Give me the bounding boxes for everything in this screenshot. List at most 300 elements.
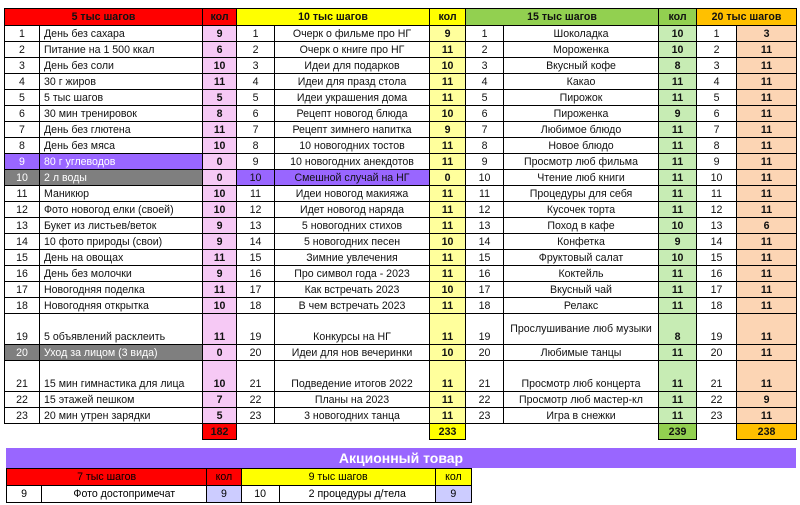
row-number: 13 xyxy=(237,218,275,234)
row-number: 1 xyxy=(237,26,275,42)
header-kol: кол xyxy=(659,9,697,26)
count-15k: 11 xyxy=(659,138,697,154)
row-number: 12 xyxy=(697,202,737,218)
table-row xyxy=(5,392,797,408)
task-10k: Конкурсы на НГ xyxy=(275,314,430,345)
promo-item: Фото достопримечат xyxy=(42,486,207,503)
row-number: 14 xyxy=(237,234,275,250)
row-number: 3 xyxy=(5,58,40,74)
row-number: 13 xyxy=(5,218,40,234)
count-20k: 11 xyxy=(737,361,797,392)
task-5k: 30 мин тренировок xyxy=(40,106,203,122)
count-20k: 11 xyxy=(737,282,797,298)
total-20k: 238 xyxy=(737,424,797,440)
row-number: 15 xyxy=(697,250,737,266)
row-number: 5 xyxy=(697,90,737,106)
row-number: 20 xyxy=(5,345,40,361)
totals-row xyxy=(5,424,797,440)
row-number: 11 xyxy=(697,186,737,202)
row-number: 5 xyxy=(5,90,40,106)
row-number: 8 xyxy=(466,138,504,154)
row-number: 21 xyxy=(466,361,504,392)
count-5k: 9 xyxy=(203,234,237,250)
task-15k: Любимое блюдо xyxy=(504,122,659,138)
table-row xyxy=(5,250,797,266)
task-10k: Идеи новогод макияжа xyxy=(275,186,430,202)
task-10k: Идеи для празд стола xyxy=(275,74,430,90)
row-number: 17 xyxy=(697,282,737,298)
task-5k: Букет из листьев/веток xyxy=(40,218,203,234)
count-10k: 10 xyxy=(430,234,466,250)
row-number: 18 xyxy=(466,298,504,314)
table-row xyxy=(5,345,797,361)
row-number: 7 xyxy=(697,122,737,138)
task-5k: 30 г жиров xyxy=(40,74,203,90)
table-row xyxy=(5,74,797,90)
row-number: 1 xyxy=(466,26,504,42)
row-number: 23 xyxy=(697,408,737,424)
task-10k: 10 новогодних тостов xyxy=(275,138,430,154)
count-20k: 11 xyxy=(737,106,797,122)
row-number: 15 xyxy=(237,250,275,266)
empty-cell xyxy=(5,424,40,440)
table-row xyxy=(5,90,797,106)
count-5k: 0 xyxy=(203,170,237,186)
row-number: 7 xyxy=(237,122,275,138)
count-10k: 11 xyxy=(430,202,466,218)
row-number: 14 xyxy=(697,234,737,250)
row-number: 2 xyxy=(5,42,40,58)
count-5k: 9 xyxy=(203,26,237,42)
row-number: 11 xyxy=(237,186,275,202)
count-15k: 11 xyxy=(659,202,697,218)
row-number: 3 xyxy=(466,58,504,74)
task-15k: Мороженка xyxy=(504,42,659,58)
table-row xyxy=(5,218,797,234)
row-number: 4 xyxy=(466,74,504,90)
empty-cell xyxy=(40,424,203,440)
task-5k: 5 объявлений расклеить xyxy=(40,314,203,345)
row-number: 2 xyxy=(697,42,737,58)
task-5k: Уход за лицом (3 вида) xyxy=(40,345,203,361)
row-number: 21 xyxy=(697,361,737,392)
count-20k: 9 xyxy=(737,392,797,408)
header-10k: 10 тыс шагов xyxy=(237,9,430,26)
count-20k: 11 xyxy=(737,58,797,74)
task-10k: 5 новогодних стихов xyxy=(275,218,430,234)
row-number: 9 xyxy=(5,154,40,170)
row-number: 11 xyxy=(466,186,504,202)
task-10k: Планы на 2023 xyxy=(275,392,430,408)
count-10k: 11 xyxy=(430,218,466,234)
count-20k: 3 xyxy=(737,26,797,42)
empty-cell xyxy=(504,424,659,440)
count-5k: 5 xyxy=(203,408,237,424)
row-number: 8 xyxy=(5,138,40,154)
task-10k: Очерк о книге про НГ xyxy=(275,42,430,58)
row-number: 18 xyxy=(5,298,40,314)
total-5k: 182 xyxy=(203,424,237,440)
row-number: 15 xyxy=(5,250,40,266)
count-5k: 11 xyxy=(203,314,237,345)
task-10k: 10 новогодних анекдотов xyxy=(275,154,430,170)
promo-header-7k: 7 тыс шагов xyxy=(7,469,207,486)
task-5k: 10 фото природы (свои) xyxy=(40,234,203,250)
count-5k: 10 xyxy=(203,202,237,218)
row-number: 22 xyxy=(466,392,504,408)
table-row xyxy=(5,138,797,154)
count-10k: 11 xyxy=(430,408,466,424)
row-number: 15 xyxy=(466,250,504,266)
row-number: 21 xyxy=(237,361,275,392)
table-row xyxy=(5,361,797,392)
count-5k: 11 xyxy=(203,122,237,138)
count-20k: 11 xyxy=(737,138,797,154)
row-number: 3 xyxy=(237,58,275,74)
count-15k: 11 xyxy=(659,170,697,186)
count-10k: 11 xyxy=(430,154,466,170)
row-number: 9 xyxy=(237,154,275,170)
row-number: 23 xyxy=(466,408,504,424)
row-number: 5 xyxy=(466,90,504,106)
row-number: 14 xyxy=(466,234,504,250)
promo-row xyxy=(7,486,472,503)
promo-num: 9 xyxy=(7,486,42,503)
promo-item: 2 процедуры д/тела xyxy=(279,486,435,503)
row-number: 23 xyxy=(237,408,275,424)
count-15k: 11 xyxy=(659,74,697,90)
table-row xyxy=(5,58,797,74)
count-10k: 11 xyxy=(430,361,466,392)
count-20k: 11 xyxy=(737,122,797,138)
row-number: 22 xyxy=(5,392,40,408)
row-number: 7 xyxy=(5,122,40,138)
header-5k: 5 тыс шагов xyxy=(5,9,203,26)
table-row xyxy=(5,266,797,282)
count-10k: 9 xyxy=(430,26,466,42)
table-row xyxy=(5,106,797,122)
task-5k: 5 тыс шагов xyxy=(40,90,203,106)
count-5k: 11 xyxy=(203,74,237,90)
promo-header-row xyxy=(7,469,472,486)
task-5k: Новогодняя открытка xyxy=(40,298,203,314)
task-10k: Смешной случай на НГ xyxy=(275,170,430,186)
task-10k: Рецепт зимнего напитка xyxy=(275,122,430,138)
count-5k: 5 xyxy=(203,90,237,106)
task-5k: 15 этажей пешком xyxy=(40,392,203,408)
task-15k: Шоколадка xyxy=(504,26,659,42)
row-number: 11 xyxy=(5,186,40,202)
row-number: 20 xyxy=(237,345,275,361)
task-10k: Очерк о фильме про НГ xyxy=(275,26,430,42)
count-20k: 11 xyxy=(737,170,797,186)
promo-header-9k: 9 тыс шагов xyxy=(241,469,435,486)
empty-cell xyxy=(466,424,504,440)
table-row xyxy=(5,234,797,250)
row-number: 8 xyxy=(697,138,737,154)
count-15k: 8 xyxy=(659,58,697,74)
count-5k: 11 xyxy=(203,250,237,266)
task-5k: 2 л воды xyxy=(40,170,203,186)
task-15k: Просмотр люб фильма xyxy=(504,154,659,170)
task-5k: День без молочки xyxy=(40,266,203,282)
steps-table xyxy=(4,8,797,440)
count-20k: 11 xyxy=(737,250,797,266)
row-number: 2 xyxy=(237,42,275,58)
count-20k: 11 xyxy=(737,186,797,202)
count-5k: 10 xyxy=(203,186,237,202)
count-15k: 11 xyxy=(659,392,697,408)
table-row xyxy=(5,282,797,298)
task-15k: Игра в снежки xyxy=(504,408,659,424)
promo-banner: Акционный товар xyxy=(6,448,796,468)
count-20k: 11 xyxy=(737,74,797,90)
task-15k: Любимые танцы xyxy=(504,345,659,361)
count-15k: 11 xyxy=(659,266,697,282)
count-10k: 11 xyxy=(430,392,466,408)
header-kol: кол xyxy=(203,9,237,26)
count-10k: 11 xyxy=(430,266,466,282)
task-5k: День без сахара xyxy=(40,26,203,42)
count-10k: 0 xyxy=(430,170,466,186)
row-number: 9 xyxy=(466,154,504,170)
row-number: 19 xyxy=(466,314,504,345)
count-10k: 10 xyxy=(430,58,466,74)
promo-value: 9 xyxy=(207,486,241,503)
task-15k: Релакс xyxy=(504,298,659,314)
header-kol: кол xyxy=(430,9,466,26)
task-10k: Рецепт новогод блюда xyxy=(275,106,430,122)
table-row xyxy=(5,202,797,218)
task-5k: День без соли xyxy=(40,58,203,74)
task-15k: Просмотр люб концерта xyxy=(504,361,659,392)
row-number: 8 xyxy=(237,138,275,154)
count-5k: 10 xyxy=(203,138,237,154)
count-20k: 11 xyxy=(737,90,797,106)
row-number: 19 xyxy=(5,314,40,345)
count-10k: 9 xyxy=(430,122,466,138)
task-5k: 15 мин гимнастика для лица xyxy=(40,361,203,392)
count-15k: 11 xyxy=(659,361,697,392)
task-5k: День на овощах xyxy=(40,250,203,266)
task-15k: Коктейль xyxy=(504,266,659,282)
task-15k: Кусочек торта xyxy=(504,202,659,218)
table-row xyxy=(5,42,797,58)
row-number: 2 xyxy=(466,42,504,58)
count-15k: 10 xyxy=(659,250,697,266)
row-number: 17 xyxy=(237,282,275,298)
count-10k: 11 xyxy=(430,90,466,106)
row-number: 16 xyxy=(237,266,275,282)
count-10k: 11 xyxy=(430,186,466,202)
count-5k: 9 xyxy=(203,218,237,234)
empty-cell xyxy=(697,424,737,440)
row-number: 23 xyxy=(5,408,40,424)
row-number: 22 xyxy=(237,392,275,408)
row-number: 22 xyxy=(697,392,737,408)
task-10k: В чем встречать 2023 xyxy=(275,298,430,314)
row-number: 10 xyxy=(697,170,737,186)
task-15k: Процедуры для себя xyxy=(504,186,659,202)
row-number: 12 xyxy=(237,202,275,218)
promo-num: 10 xyxy=(241,486,279,503)
count-5k: 7 xyxy=(203,392,237,408)
task-15k: Прослушивание люб музыки xyxy=(504,314,659,345)
count-15k: 11 xyxy=(659,345,697,361)
header-row xyxy=(5,9,797,26)
row-number: 10 xyxy=(5,170,40,186)
task-5k: День без мяса xyxy=(40,138,203,154)
task-5k: День без глютена xyxy=(40,122,203,138)
count-10k: 11 xyxy=(430,74,466,90)
row-number: 12 xyxy=(466,202,504,218)
row-number: 4 xyxy=(697,74,737,90)
count-20k: 11 xyxy=(737,42,797,58)
row-number: 6 xyxy=(466,106,504,122)
row-number: 12 xyxy=(5,202,40,218)
empty-cell xyxy=(237,424,275,440)
count-5k: 0 xyxy=(203,345,237,361)
header-15k: 15 тыс шагов xyxy=(466,9,659,26)
row-number: 5 xyxy=(237,90,275,106)
task-5k: Питание на 1 500 ккал xyxy=(40,42,203,58)
count-20k: 11 xyxy=(737,408,797,424)
task-15k: Вкусный кофе xyxy=(504,58,659,74)
row-number: 17 xyxy=(5,282,40,298)
count-5k: 10 xyxy=(203,361,237,392)
task-5k: Фото новогод елки (своей) xyxy=(40,202,203,218)
row-number: 20 xyxy=(697,345,737,361)
task-15k: Просмотр люб мастер-кл xyxy=(504,392,659,408)
empty-cell xyxy=(275,424,430,440)
count-15k: 8 xyxy=(659,314,697,345)
count-20k: 11 xyxy=(737,202,797,218)
task-15k: Поход в кафе xyxy=(504,218,659,234)
task-15k: Фруктовый салат xyxy=(504,250,659,266)
table-row xyxy=(5,408,797,424)
count-15k: 11 xyxy=(659,122,697,138)
row-number: 16 xyxy=(697,266,737,282)
row-number: 7 xyxy=(466,122,504,138)
task-15k: Пирожок xyxy=(504,90,659,106)
count-15k: 10 xyxy=(659,42,697,58)
row-number: 21 xyxy=(5,361,40,392)
table-row xyxy=(5,154,797,170)
count-10k: 11 xyxy=(430,250,466,266)
count-15k: 10 xyxy=(659,218,697,234)
task-10k: Идет новогод наряда xyxy=(275,202,430,218)
row-number: 6 xyxy=(697,106,737,122)
count-15k: 11 xyxy=(659,408,697,424)
row-number: 20 xyxy=(466,345,504,361)
promo-value: 9 xyxy=(435,486,471,503)
count-5k: 9 xyxy=(203,266,237,282)
count-20k: 11 xyxy=(737,266,797,282)
promo-header-kol: кол xyxy=(207,469,241,486)
task-5k: Маникюр xyxy=(40,186,203,202)
count-10k: 10 xyxy=(430,106,466,122)
row-number: 14 xyxy=(5,234,40,250)
count-10k: 10 xyxy=(430,282,466,298)
count-20k: 11 xyxy=(737,154,797,170)
count-20k: 11 xyxy=(737,345,797,361)
count-15k: 9 xyxy=(659,234,697,250)
row-number: 18 xyxy=(237,298,275,314)
count-15k: 9 xyxy=(659,106,697,122)
task-15k: Вкусный чай xyxy=(504,282,659,298)
table-row xyxy=(5,186,797,202)
count-20k: 11 xyxy=(737,298,797,314)
total-15k: 239 xyxy=(659,424,697,440)
count-20k: 11 xyxy=(737,314,797,345)
task-10k: Про символ года - 2023 xyxy=(275,266,430,282)
table-row xyxy=(5,314,797,345)
task-10k: 3 новогодних танца xyxy=(275,408,430,424)
table-row xyxy=(5,26,797,42)
row-number: 9 xyxy=(697,154,737,170)
row-number: 4 xyxy=(237,74,275,90)
task-15k: Конфетка xyxy=(504,234,659,250)
count-10k: 11 xyxy=(430,138,466,154)
task-5k: 80 г углеводов xyxy=(40,154,203,170)
task-15k: Пироженка xyxy=(504,106,659,122)
promo-table xyxy=(6,468,472,503)
task-15k: Какао xyxy=(504,74,659,90)
count-15k: 11 xyxy=(659,298,697,314)
task-10k: Как встречать 2023 xyxy=(275,282,430,298)
task-10k: Идеи для подарков xyxy=(275,58,430,74)
count-10k: 11 xyxy=(430,298,466,314)
row-number: 10 xyxy=(466,170,504,186)
count-20k: 6 xyxy=(737,218,797,234)
count-15k: 10 xyxy=(659,26,697,42)
count-15k: 11 xyxy=(659,154,697,170)
row-number: 18 xyxy=(697,298,737,314)
row-number: 13 xyxy=(466,218,504,234)
task-5k: Новогодняя поделка xyxy=(40,282,203,298)
row-number: 10 xyxy=(237,170,275,186)
count-5k: 10 xyxy=(203,298,237,314)
count-20k: 11 xyxy=(737,234,797,250)
task-10k: 5 новогодних песен xyxy=(275,234,430,250)
task-15k: Новое блюдо xyxy=(504,138,659,154)
header-20k: 20 тыс шагов xyxy=(697,9,797,26)
count-15k: 11 xyxy=(659,186,697,202)
count-5k: 8 xyxy=(203,106,237,122)
count-15k: 11 xyxy=(659,90,697,106)
count-10k: 10 xyxy=(430,345,466,361)
row-number: 16 xyxy=(5,266,40,282)
table-row xyxy=(5,170,797,186)
row-number: 19 xyxy=(237,314,275,345)
task-15k: Чтение люб книги xyxy=(504,170,659,186)
task-10k: Идеи для нов вечеринки xyxy=(275,345,430,361)
table-row xyxy=(5,298,797,314)
task-5k: 20 мин утрен зарядки xyxy=(40,408,203,424)
row-number: 4 xyxy=(5,74,40,90)
count-5k: 11 xyxy=(203,282,237,298)
row-number: 17 xyxy=(466,282,504,298)
task-10k: Подведение итогов 2022 xyxy=(275,361,430,392)
count-10k: 11 xyxy=(430,42,466,58)
row-number: 19 xyxy=(697,314,737,345)
row-number: 1 xyxy=(697,26,737,42)
row-number: 16 xyxy=(466,266,504,282)
count-15k: 11 xyxy=(659,282,697,298)
row-number: 6 xyxy=(237,106,275,122)
task-10k: Зимние увлечения xyxy=(275,250,430,266)
row-number: 13 xyxy=(697,218,737,234)
